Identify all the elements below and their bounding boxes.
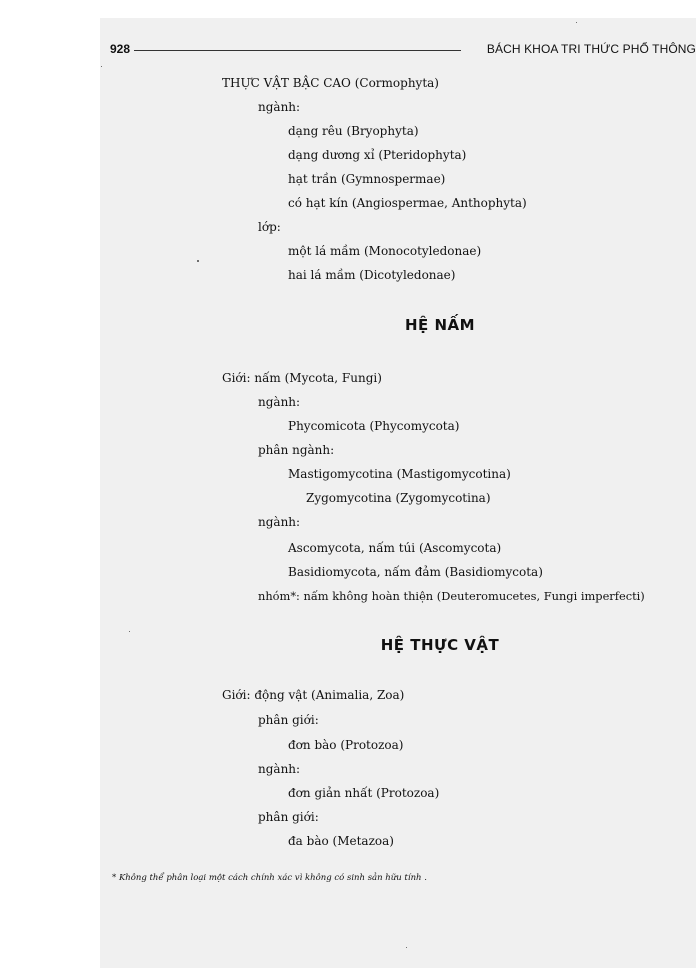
header-rule	[134, 50, 461, 51]
rank-label: phân giới:	[258, 713, 319, 727]
taxon-item: Ascomycota, nấm túi (Ascomycota)	[288, 541, 502, 555]
taxon-item: Phycomicota (Phycomycota)	[288, 419, 460, 433]
scan-speck	[101, 66, 102, 67]
rank-label: lớp:	[258, 220, 281, 234]
scan-speck	[576, 22, 577, 23]
taxon-item: hai lá mầm (Dicotyledonae)	[288, 268, 456, 282]
footnote: * Không thể phân loại một cách chính xác vì không có sinh sản hữu tính .	[112, 873, 427, 883]
running-title: BÁCH KHOA TRI THỨC PHỔ THÔNG	[486, 42, 696, 56]
rank-label: ngành:	[258, 762, 301, 776]
rank-label: phân ngành:	[258, 443, 335, 457]
page-number: 928	[110, 42, 131, 56]
left-margin	[0, 0, 100, 968]
section-title: THỰC VẬT BẬC CAO (Cormophyta)	[222, 76, 439, 90]
group-line: nhóm*: nấm không hoàn thiện (Deuteromucetes, Fungi imperfecti)	[258, 589, 645, 603]
taxon-item: đơn bào (Protozoa)	[288, 738, 404, 752]
scan-speck	[406, 947, 407, 948]
section-heading: HỆ THỰC VẬT	[380, 636, 500, 654]
taxon-item: hạt trần (Gymnospermae)	[288, 172, 446, 186]
rank-label: ngành:	[258, 100, 301, 114]
taxon-item: đơn giản nhất (Protozoa)	[288, 786, 440, 800]
kingdom-line: Giới: nấm (Mycota, Fungi)	[222, 371, 382, 385]
taxon-item: đa bào (Metazoa)	[288, 834, 394, 848]
taxon-item: có hạt kín (Angiospermae, Anthophyta)	[288, 196, 527, 210]
rank-label: ngành:	[258, 515, 301, 529]
scan-speck	[197, 260, 199, 262]
taxon-item: dạng dương xỉ (Pteridophyta)	[288, 148, 467, 162]
kingdom-line: Giới: động vật (Animalia, Zoa)	[222, 688, 405, 702]
scan-speck	[129, 631, 130, 632]
section-heading: HỆ NẤM	[404, 316, 476, 334]
rank-label: phân giới:	[258, 810, 319, 824]
taxon-item: Zygomycotina (Zygomycotina)	[306, 491, 491, 505]
rank-label: ngành:	[258, 395, 301, 409]
taxon-item: Basidiomycota, nấm đảm (Basidiomycota)	[288, 565, 543, 579]
taxon-item: dạng rêu (Bryophyta)	[288, 124, 419, 138]
taxon-item: một lá mầm (Monocotyledonae)	[288, 244, 482, 258]
taxon-item: Mastigomycotina (Mastigomycotina)	[288, 467, 511, 481]
page-header	[108, 40, 696, 60]
